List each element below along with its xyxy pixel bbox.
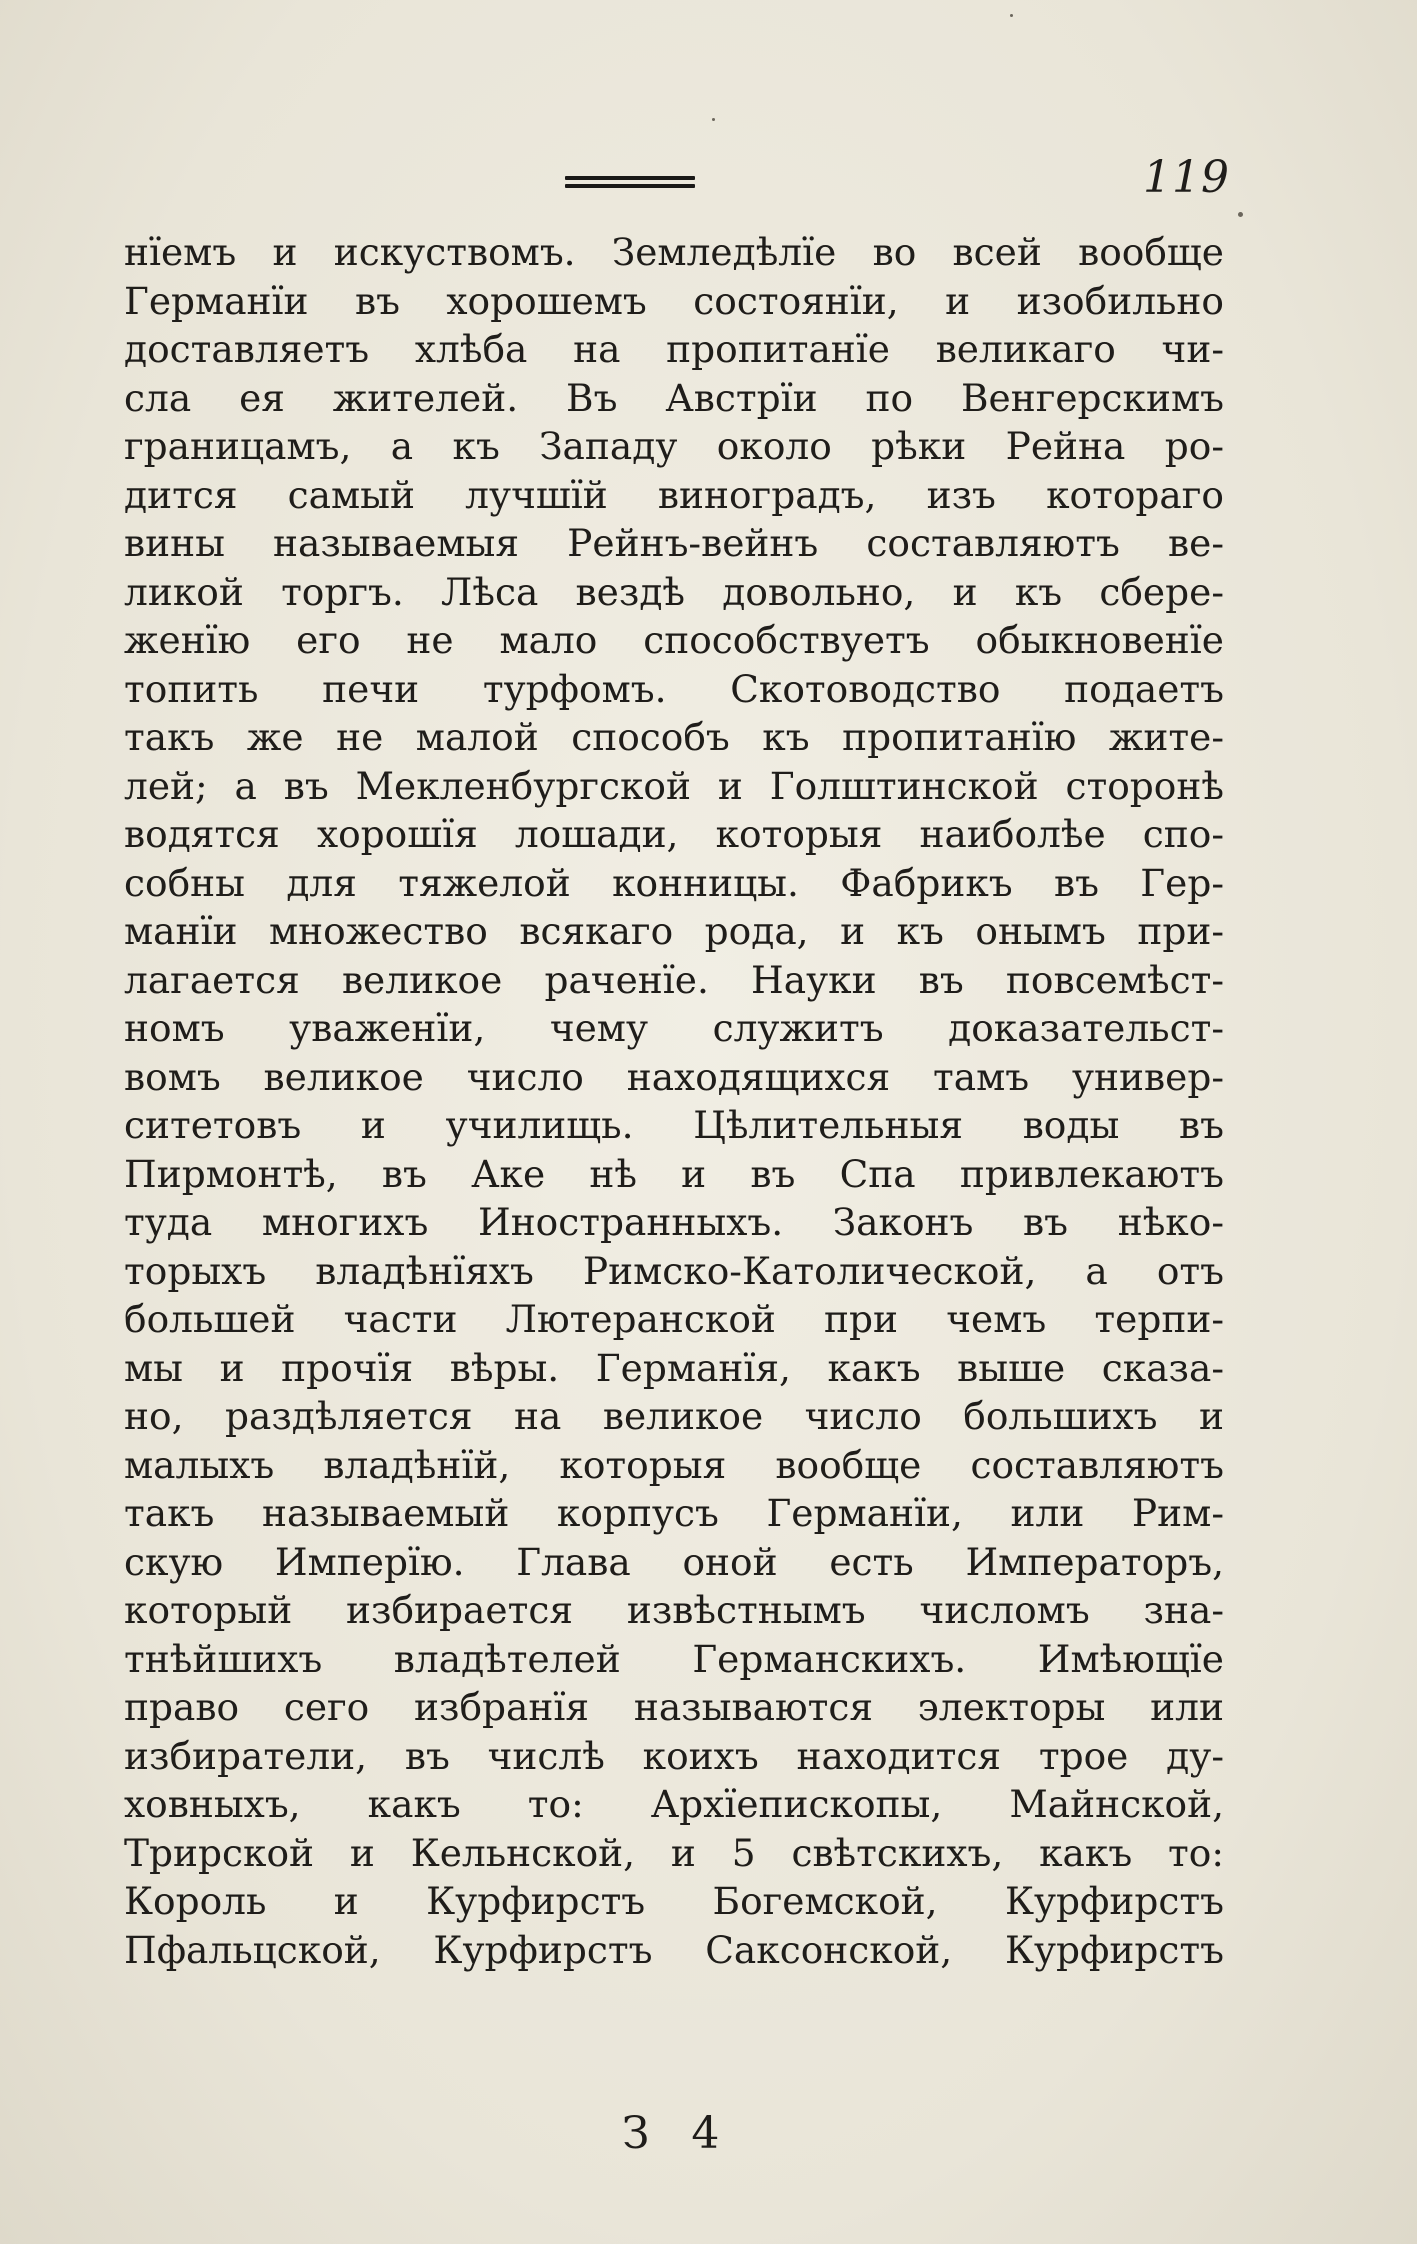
text-line: Трирской и Кельнской, и 5 свѣтскихъ, какъ то: <box>124 1830 1224 1875</box>
ink-speck <box>1238 212 1243 217</box>
text-line: право сего избранїя называются электоры или <box>124 1685 1224 1729</box>
page-number: 119 <box>1143 152 1230 203</box>
text-line: вомъ великое число находящихся тамъ универ- <box>124 1054 1224 1099</box>
text-line: малыхъ владѣнїй, которыя вообще составляютъ <box>124 1442 1224 1487</box>
text-line: ховныхъ, какъ то: Архїепископы, Майнской, <box>124 1782 1224 1826</box>
text-line: Германїи въ хорошемъ состоянїи, и изобильно <box>124 278 1224 323</box>
text-line: скую Имперїю. Глава оной есть Императоръ, <box>124 1539 1224 1584</box>
text-line: номъ уваженїи, чему служитъ доказательст- <box>124 1006 1224 1050</box>
header-rule <box>565 176 695 192</box>
text-line: Пфальцской, Курфирстъ Саксонской, Курфирстъ <box>124 1927 1224 1972</box>
text-line: Пирмонтѣ, въ Аке нѣ и въ Спа привлекаютъ <box>124 1151 1224 1196</box>
text-line: но, раздѣляется на великое число большихъ и <box>124 1394 1224 1438</box>
text-line: торыхъ владѣнїяхъ Римско-Католической, а отъ <box>124 1248 1224 1293</box>
text-line: границамъ, а къ Западу около рѣки Рейна ро- <box>124 424 1224 468</box>
text-line: сла ея жителей. Въ Австрїи по Венгерскимъ <box>124 375 1224 420</box>
text-line: такъ называемый корпусъ Германїи, или Рим- <box>124 1491 1224 1535</box>
text-line: лей; а въ Мекленбургской и Голштинской сторонѣ <box>124 763 1224 808</box>
text-line: Король и Курфирстъ Богемской, Курфирстъ <box>124 1879 1224 1923</box>
text-line: манїи множество всякаго рода, и къ онымъ при- <box>124 909 1224 953</box>
text-line: лагается великое раченїе. Науки въ повсемѣст- <box>124 957 1224 1002</box>
text-line: нїемъ и искуствомъ. Земледѣлїе во всей вообще <box>124 230 1224 274</box>
text-line: туда многихъ Иностранныхъ. Законъ въ нѣко- <box>124 1200 1224 1244</box>
text-line: такъ же не малой способъ къ пропитанїю жите- <box>124 715 1224 759</box>
text-line: женїю его не мало способствуетъ обыкновенїе <box>124 618 1224 662</box>
text-line: ситетовъ и училищь. Цѣлительныя воды въ <box>124 1103 1224 1147</box>
text-line: который избирается извѣстнымъ числомъ зна- <box>124 1588 1224 1632</box>
ink-speck <box>1010 14 1013 17</box>
text-line: собны для тяжелой конницы. Фабрикъ въ Гер- <box>124 860 1224 905</box>
text-line: вины называемыя Рейнъ-вейнъ составляютъ ве- <box>124 521 1224 565</box>
text-line: дится самый лучшїй виноградъ, изъ котораго <box>124 472 1224 517</box>
body-text <box>124 228 1224 1974</box>
text-line: мы и прочїя вѣры. Германїя, какъ выше сказа- <box>124 1345 1224 1390</box>
text-line: избиратели, въ числѣ коихъ находится трое ду- <box>124 1733 1224 1778</box>
ink-speck <box>712 118 715 121</box>
text-line: водятся хорошїя лошади, которыя наиболѣе спо- <box>124 812 1224 856</box>
text-line: топить печи турфомъ. Скотоводство подаетъ <box>124 666 1224 711</box>
text-line: доставляетъ хлѣба на пропитанїе великаго чи- <box>124 327 1224 371</box>
text-line: тнѣйшихъ владѣтелей Германскихъ. Имѣющїе <box>124 1636 1224 1681</box>
text-line: большей части Лютеранской при чемъ терпи- <box>124 1297 1224 1341</box>
text-line: ликой торгъ. Лѣса вездѣ довольно, и къ сбере- <box>124 569 1224 614</box>
signature-mark: З 4 <box>622 2108 734 2159</box>
